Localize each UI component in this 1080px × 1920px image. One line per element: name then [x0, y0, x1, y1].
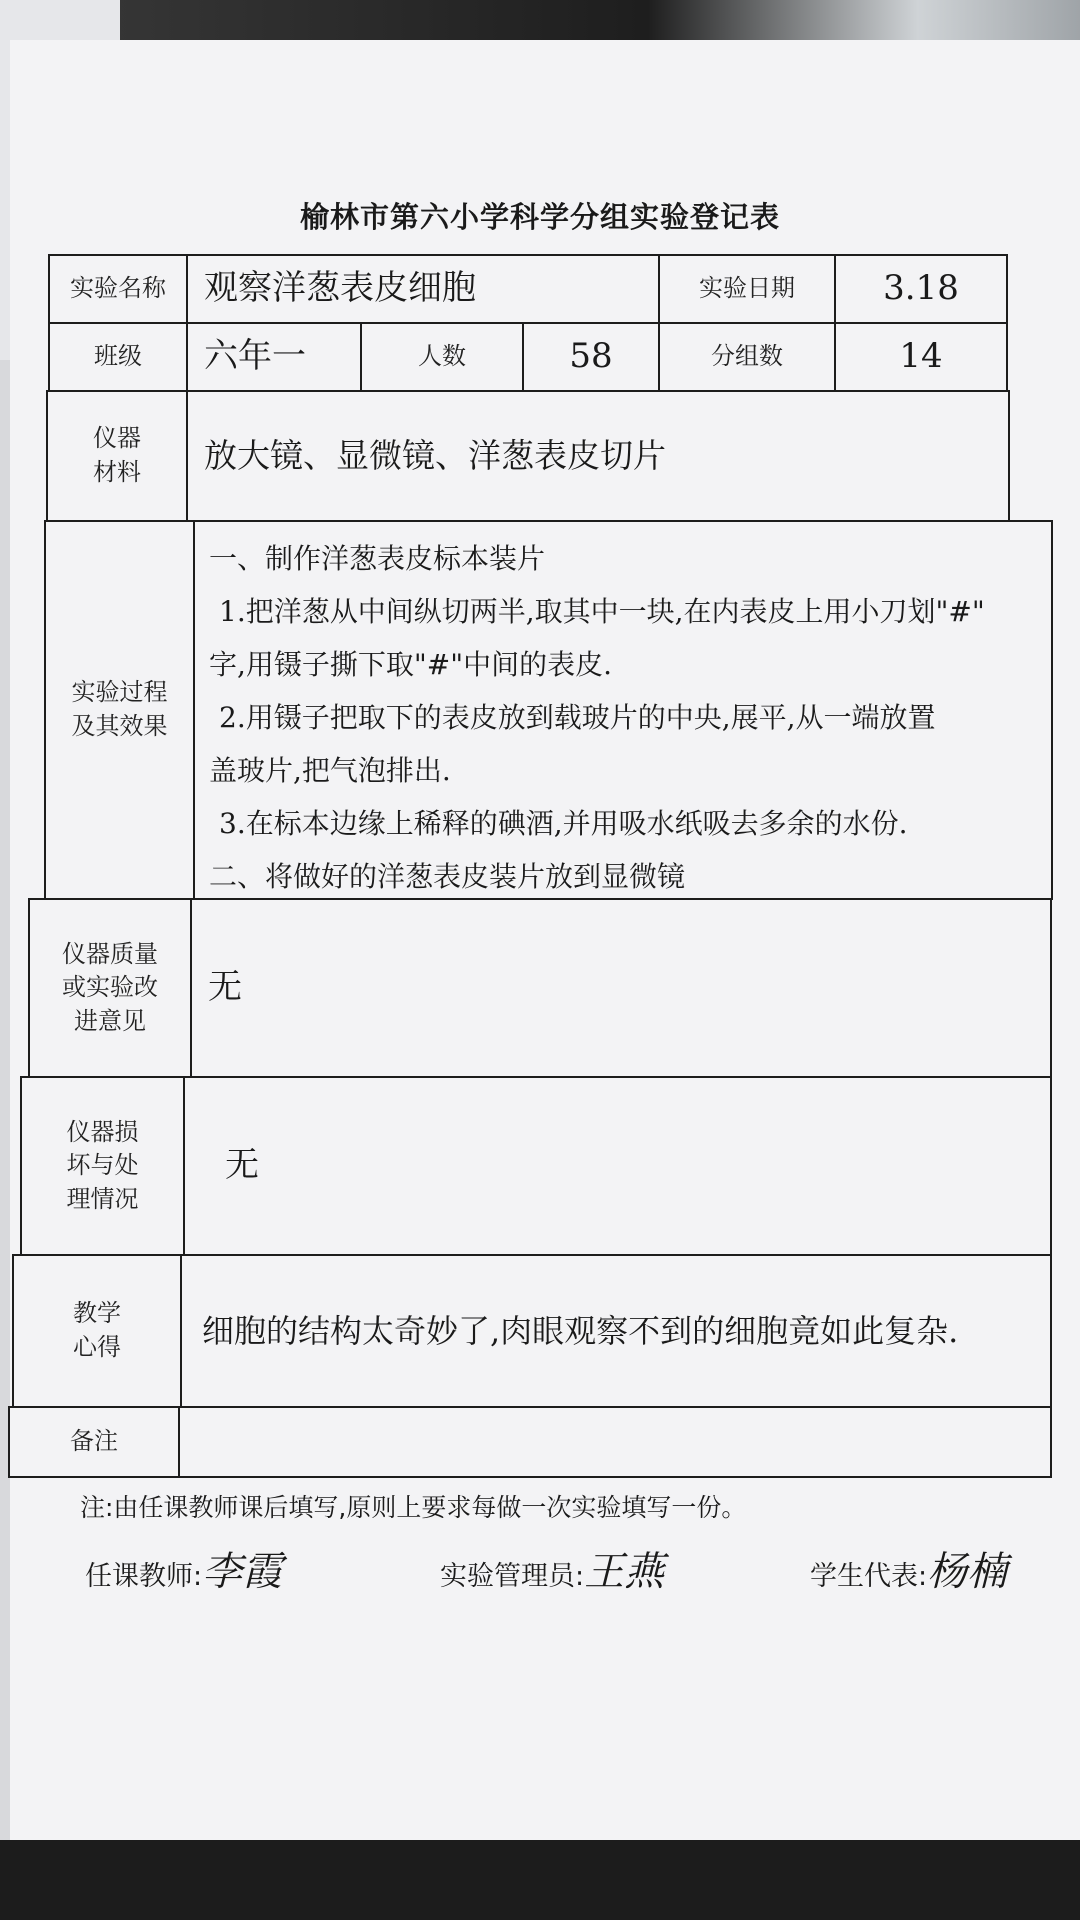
value-people: 58 [522, 322, 660, 392]
process-line: 字,用镊子撕下取"#"中间的表皮. [209, 648, 613, 681]
value-instruments: 放大镜、显微镜、洋葱表皮切片 [186, 390, 1010, 522]
label-experiment-name: 实验名称 [48, 254, 188, 324]
footer-note: 注:由任课教师课后填写,原则上要求每做一次实验填写一份。 [80, 1493, 747, 1522]
label-remarks: 备注 [8, 1406, 180, 1478]
process-line: 2.用镊子把取下的表皮放到载玻片的中央,展平,从一端放置 [219, 701, 936, 734]
teacher-label: 任课教师: [85, 1561, 203, 1592]
value-damage: 无 [183, 1076, 1052, 1256]
process-line: 3.在标本边缘上稀释的碘酒,并用吸水纸吸去多余的水份. [219, 807, 908, 840]
label-quality: 仪器质量 或实验改 进意见 [28, 898, 192, 1078]
process-line: 一、制作洋葱表皮标本装片 [209, 542, 546, 575]
admin-signature-block [440, 1540, 664, 1597]
label-experiment-date: 实验日期 [658, 254, 836, 324]
label-people: 人数 [360, 322, 524, 392]
label-teaching: 教学 心得 [12, 1254, 182, 1408]
student-signature: 杨楠 [927, 1549, 1008, 1595]
student-label: 学生代表: [810, 1561, 928, 1592]
teacher-signature-block [85, 1540, 282, 1597]
label-instruments: 仪器 材料 [46, 390, 188, 522]
teacher-signature: 李霞 [202, 1549, 283, 1595]
value-teaching: 细胞的结构太奇妙了,肉眼观察不到的细胞竟如此复杂. [180, 1254, 1052, 1408]
value-groups: 14 [834, 322, 1008, 392]
form-title: 榆林市第六小学科学分组实验登记表 [299, 200, 780, 234]
process-line: 二、将做好的洋葱表皮装片放到显微镜 [209, 860, 686, 893]
value-process [193, 520, 1053, 900]
admin-label: 实验管理员: [440, 1561, 585, 1592]
process-line: 1.把洋葱从中间纵切两半,取其中一块,在内表皮上用小刀划"#" [219, 595, 985, 628]
label-groups: 分组数 [658, 322, 836, 392]
label-process: 实验过程 及其效果 [44, 520, 195, 900]
registration-form [48, 254, 1053, 1479]
admin-signature: 王燕 [584, 1549, 665, 1595]
background-bottom [0, 1840, 1080, 1920]
value-experiment-date: 3.18 [834, 254, 1008, 324]
process-line: 盖玻片,把气泡排出. [209, 754, 451, 787]
value-experiment-name: 观察洋葱表皮细胞 [186, 254, 660, 324]
value-class: 六年一 [186, 322, 362, 392]
value-quality: 无 [190, 898, 1052, 1078]
label-damage: 仪器损 坏与处 理情况 [20, 1076, 185, 1256]
student-signature-block [810, 1540, 1007, 1597]
value-remarks [178, 1406, 1052, 1478]
label-class: 班级 [48, 322, 188, 392]
